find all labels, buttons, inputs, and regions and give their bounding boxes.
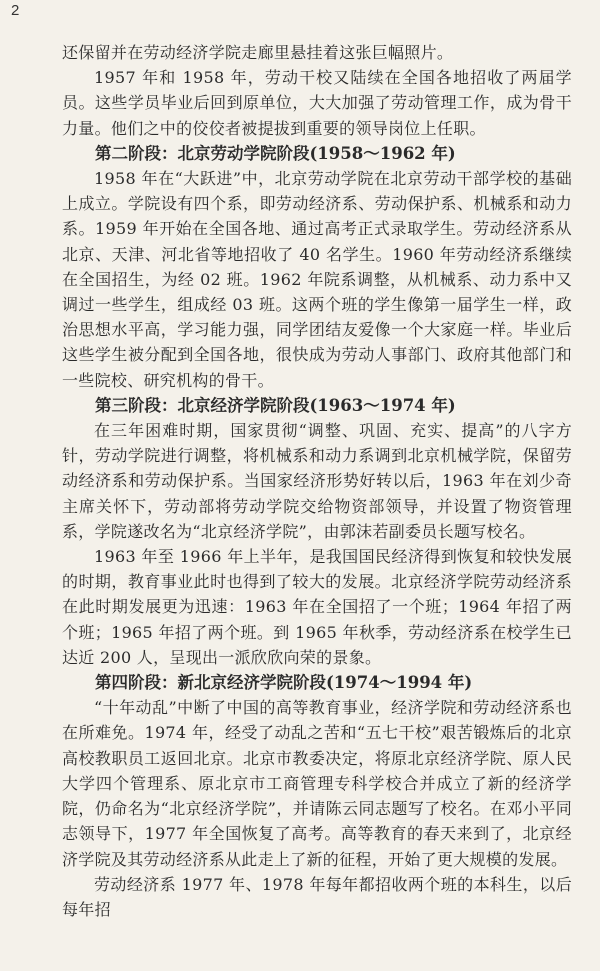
section-heading: 第二阶段：北京劳动学院阶段(1958～1962 年) xyxy=(95,143,456,163)
page-body xyxy=(62,40,572,922)
section-heading: 第四阶段：新北京经济学院阶段(1974～1994 年) xyxy=(95,673,473,693)
paragraph: 1963 年至 1966 年上半年，是我国国民经济得到恢复和较快发展的时期，教育事业此时也得到了较大的发展。北京经济学院劳动经济系在此时期发展更为迅速：1963 年在全国招了一个班；1964 年招了两个班；1965 年招了两个班。到 1965 年秋季，劳动经济系在校学生已达近 200 人，呈现出一派欣欣向荣的景象。 xyxy=(62,547,572,667)
page-number: 2 xyxy=(11,2,20,19)
paragraph: “十年动乱”中断了中国的高等教育事业，经济学院和劳动经济系也在所难免。1974 年，经受了动乱之苦和“五七干校”艰苦锻炼后的北京高校教职员工返回北京。北京市教委决定，将原北京经济学院、原人民大学四个管理系、原北京市工商管理专科学校合并成立了新的经济学院，仍命名为“北京经济学院”，并请陈云同志题写了校名。在邓小平同志领导下，1977 年全国恢复了高考。高等教育的春天来到了，北京经济学院及其劳动经济系从此走上了新的征程，开始了更大规模的发展。 xyxy=(62,698,572,869)
paragraph: 1958 年在“大跃进”中，北京劳动学院在北京劳动干部学校的基础上成立。学院设有四个系，即劳动经济系、劳动保护系、机械系和动力系。1959 年开始在全国各地、通过高考正式录取学生。劳动经济系从北京、天津、河北省等地招收了 40 名学生。1960 年劳动经济系继续在全国招生，为经 02 班。1962 年院系调整，从机械系、动力系中又调过一些学生，组成经 03 班。这两个班的学生像第一届学生一样，政治思想水平高，学习能力强，同学团结友爱像一个大家庭一样。毕业后这些学生被分配到全国各地，很快成为劳动人事部门、政府其他部门和一些院校、研究机构的骨干。 xyxy=(62,169,572,390)
paragraph: 在三年困难时期，国家贯彻“调整、巩固、充实、提高”的八字方针，劳动学院进行调整，将机械系和动力系调到北京机械学院，保留劳动经济系和劳动保护系。当国家经济形势好转以后，1963 年在刘少奇主席关怀下，劳动部将劳动学院交给物资部领导，并设置了物资管理系，学院遂改名为“北京经济学院”，由郭沫若副委员长题写校名。 xyxy=(62,421,572,541)
paragraph: 劳动经济系 1977 年、1978 年每年都招收两个班的本科生，以后每年招 xyxy=(62,874,572,919)
paragraph: 1957 年和 1958 年，劳动干校又陆续在全国各地招收了两届学员。这些学员毕业后回到原单位，大大加强了劳动管理工作，成为骨干力量。他们之中的佼佼者被提拔到重要的领导岗位上任职。 xyxy=(62,68,572,138)
section-heading: 第三阶段：北京经济学院阶段(1963～1974 年) xyxy=(95,395,456,415)
paragraph-continued: 还保留并在劳动经济学院走廊里悬挂着这张巨幅照片。 xyxy=(62,43,454,62)
